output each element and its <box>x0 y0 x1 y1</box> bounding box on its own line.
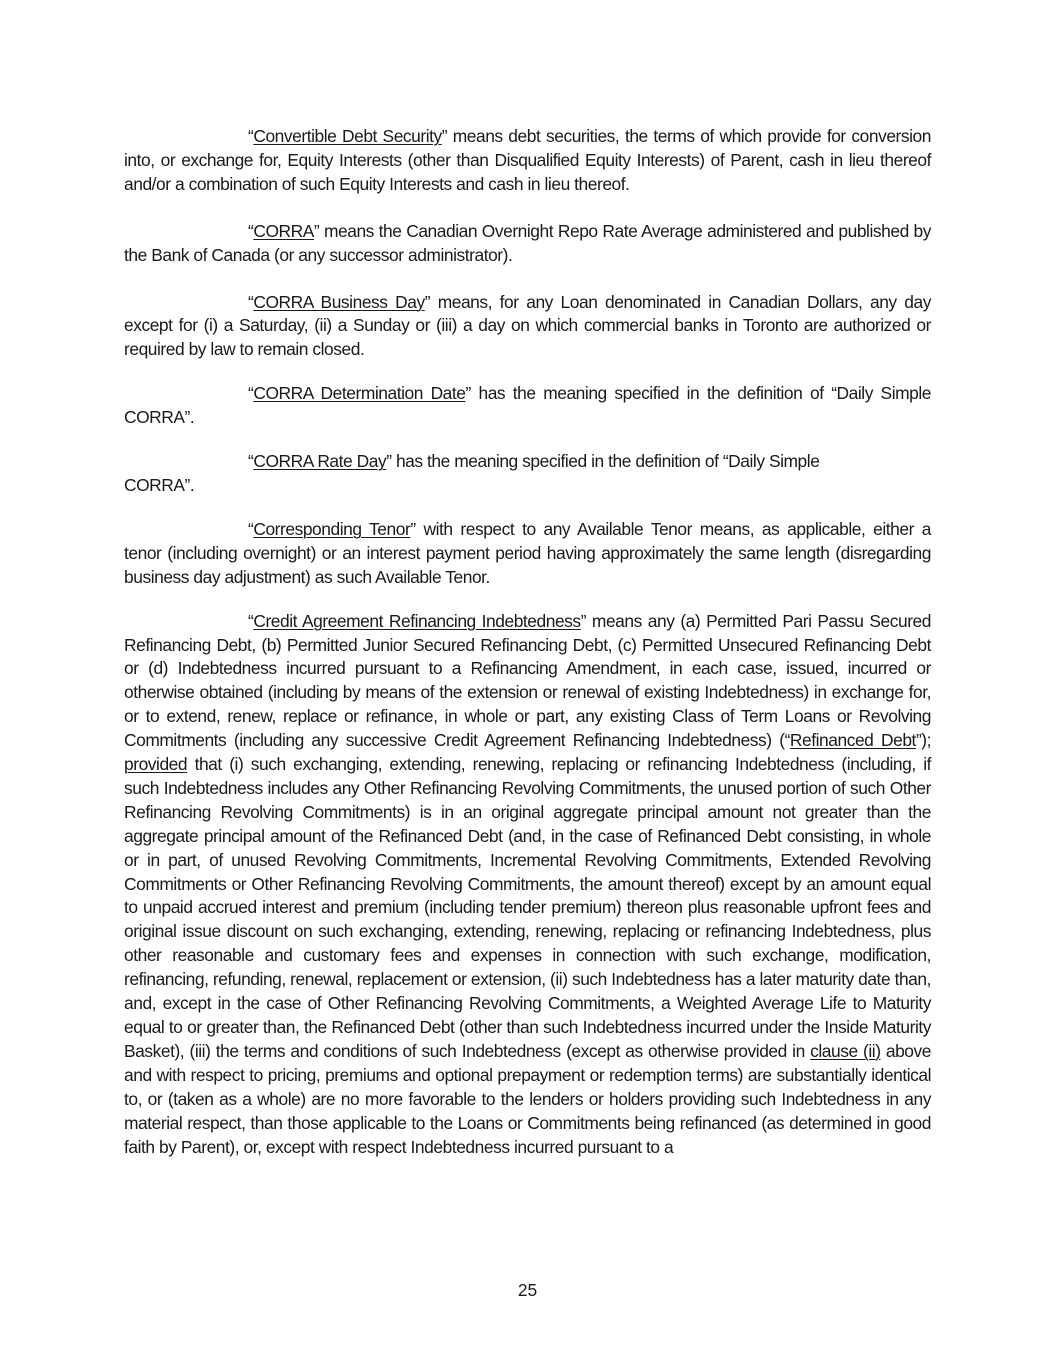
definition-text: means debt securities, the terms of which provide for conversion into, or exchange for, Equity Interests (other than Disqualified Equity Interests) of Parent, cash in lieu thereof and/or a combination of such Equity Interests and cash in lieu thereof. <box>124 126 931 194</box>
definition-text: with respect to any Available Tenor means, as applicable, either a tenor (including overnight) or an interest payment period having approximately the same length (disregarding business day adjustment) as such Available Tenor. <box>124 518 931 587</box>
defined-term: Corresponding Tenor <box>253 518 411 539</box>
definition-text: ”); <box>915 730 932 751</box>
close-quote: ” <box>465 383 471 404</box>
open-quote: “ <box>248 126 254 146</box>
definition-text: above and with respect to pricing, premiums and optional prepayment or redemption terms) are substantially identical to, or (taken as a whole) are no more favorable to the lenders or holders providing such Indebtedness in any material respect, than those applicable to the Loans or Commitments being refinanced (as determined in good faith by Parent), or, except with respect Indebtedness incurred pursuant to a <box>124 1040 931 1157</box>
defined-term: CORRA Rate Day <box>253 451 387 472</box>
defined-term: CORRA Business Day <box>253 291 425 312</box>
definition-corra-determination-date <box>124 382 931 430</box>
definition-text-continued: CORRA”. <box>124 474 195 495</box>
document-body <box>124 121 931 1159</box>
close-quote: ” <box>313 220 320 241</box>
definition-text: that (i) such exchanging, extending, renewing, replacing or refinancing Indebtedness (including, if such Indebtedness includes any Other Refinancing Revolving Commitments, the unused portion of such Other Refinancing Revolving Commitments) is in an original aggregate principal amount not greater than the aggregate principal amount of the Refinanced Debt (and, in the case of Refinanced Debt consisting, in whole or in part, of unused Revolving Commitments, Incremental Revolving Commitments, Extended Revolving Commitments or Other Refinancing Revolving Commitments, the amount thereof) except by an amount equal to unpaid accrued interest and premium (including tender premium) thereon plus reasonable upfront fees and original issue discount on such exchanging, extending, renewing, replacing or refinancing Indebtedness, plus other reasonable and customary fees and expenses in connection with such exchange, modification, refinancing, refunding, renewal, replacement or extension, (ii) such Indebtedness has a later maturity date than, and, except in the case of Other Refinancing Revolving Commitments, a Weighted Average Life to Maturity equal to or greater than, the Refinanced Debt (other than such Indebtedness incurred under the Inside Maturity Basket), (iii) the terms and conditions of such Indebtedness (except as otherwise provided in <box>124 754 931 1061</box>
open-quote: “ <box>248 383 254 404</box>
page-number: 25 <box>517 1280 538 1300</box>
close-quote: ” <box>580 610 587 631</box>
defined-term: Credit Agreement Refinancing Indebtedness <box>253 610 581 631</box>
close-quote: ” <box>386 451 392 472</box>
definition-text: means the Canadian Overnight Repo Rate Average administered and published by the Bank of Canada (or any successor administrator). <box>124 220 931 265</box>
definition-corra <box>124 220 931 268</box>
defined-term: CORRA Determination Date <box>253 383 466 404</box>
defined-term: CORRA <box>253 220 314 241</box>
definition-corresponding-tenor <box>124 518 931 590</box>
definition-convertible-debt-security <box>124 125 931 197</box>
clause-reference: clause (ii) <box>810 1040 881 1061</box>
definition-text: has the meaning specified in the definition of “Daily Simple <box>391 451 820 472</box>
defined-term-refinanced-debt: Refinanced Debt <box>789 730 916 751</box>
definition-corra-rate-day <box>124 450 931 498</box>
open-quote: “ <box>248 610 254 631</box>
close-quote: ” <box>424 291 431 312</box>
open-quote: “ <box>248 518 254 539</box>
open-quote: “ <box>248 220 254 241</box>
proviso-word: provided <box>124 754 188 775</box>
definition-credit-agreement-refinancing-indebtedness <box>124 610 931 1160</box>
close-quote: ” <box>441 126 448 146</box>
definition-corra-business-day <box>124 291 931 363</box>
defined-term: Convertible Debt Security <box>253 126 442 146</box>
close-quote: ” <box>410 518 416 539</box>
open-quote: “ <box>248 451 254 472</box>
definition-text: has the meaning specified in the definition of “Daily Simple CORRA”. <box>124 383 932 428</box>
definition-text: means, for any Loan denominated in Canadian Dollars, any day except for (i) a Saturday, (ii) a Sunday or (iii) a day on which commercial banks in Toronto are authorized or required by law to remain closed. <box>124 291 931 360</box>
definition-text: means any (a) Permitted Pari Passu Secured Refinancing Debt, (b) Permitted Junior Secured Refinancing Debt, (c) Permitted Unsecured Refinancing Debt or (d) Indebtedness incurred pursuant to a Refinancing Amendment, in each case, issued, incurred or otherwise obtained (including by means of the extension or renewal of existing Indebtedness) in exchange for, or to extend, renew, replace or refinance, in whole or part, any existing Class of Term Loans or Revolving Commitments (including any successive Credit Agreement Refinancing Indebtedness) (“ <box>124 610 931 751</box>
open-quote: “ <box>248 291 254 312</box>
